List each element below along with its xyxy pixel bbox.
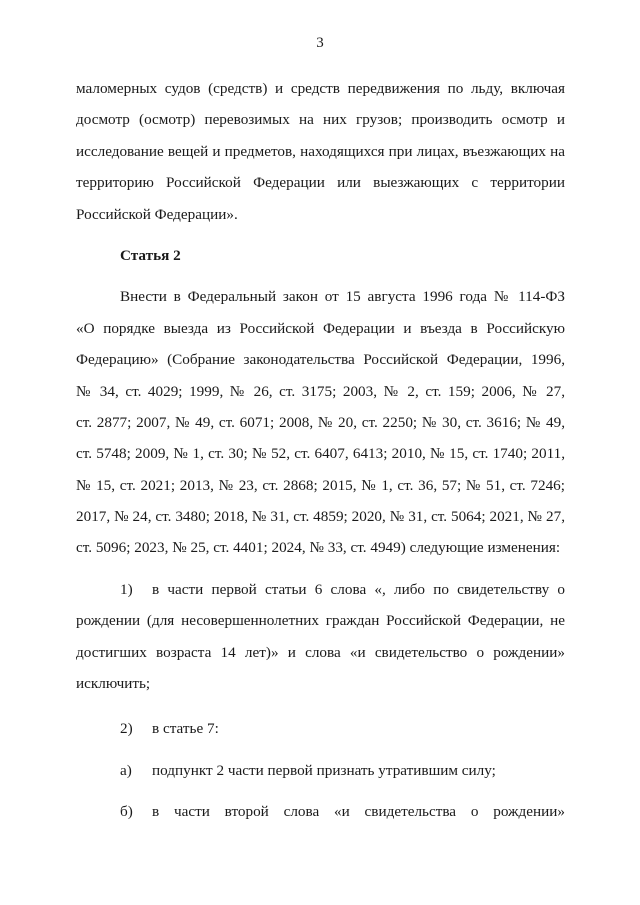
text-line: Внести в Федеральный закон от 15 августа 1996 года № 114-ФЗ: [120, 288, 565, 306]
article-paragraph: [76, 281, 565, 564]
document-body: [76, 73, 565, 828]
text-line: Федерацию» (Собрание законодательства Российской Федерации, 1996,: [76, 351, 565, 369]
text-line: Российской Федерации».: [76, 205, 238, 223]
list-marker: 2): [120, 720, 133, 738]
list-item-text: подпункт 2 части первой признать утратившим силу;: [152, 761, 496, 779]
text-line: рождении (для несовершеннолетних граждан Российской Федерации, не: [76, 612, 565, 630]
text-line: № 15, ст. 2021; 2013, № 23, ст. 2868; 2015, № 1, ст. 36, 57; № 51, ст. 7246;: [76, 476, 565, 494]
article-heading: Статья 2: [120, 246, 181, 264]
text-line: досмотр (осмотр) перевозимых на них грузов; производить осмотр и: [76, 111, 565, 129]
list-item-b: [76, 796, 565, 827]
text-line: 2017, № 24, ст. 3480; 2018, № 31, ст. 4859; 2020, № 31, ст. 5064; 2021, № 27,: [76, 508, 565, 526]
list-item-first-line: [76, 574, 565, 605]
continuation-paragraph: [76, 73, 565, 230]
list-marker: б): [120, 803, 133, 821]
text-line: исключить;: [76, 675, 151, 693]
list-item-text: в части второй слова «и свидетельства о рождении»: [152, 803, 565, 821]
text-line: исследование вещей и предметов, находящихся при лицах, въезжающих на: [76, 142, 565, 160]
list-item-text: в части первой статьи 6 слова «, либо по свидетельству о: [152, 580, 565, 598]
list-marker: 1): [120, 580, 133, 598]
list-marker: а): [120, 761, 132, 779]
list-item-a: [76, 755, 565, 786]
text-line: ст. 2877; 2007, № 49, ст. 6071; 2008, № 20, ст. 2250; № 30, ст. 3616; № 49,: [76, 413, 565, 431]
text-line: маломерных судов (средств) и средств передвижения по льду, включая: [76, 80, 565, 97]
list-item-1: [76, 574, 565, 700]
text-line: достигших возраста 14 лет)» и слова «и свидетельство о рождении»: [76, 643, 565, 661]
list-item-2: [76, 713, 565, 744]
text-line: территорию Российской Федерации или выезжающих с территории: [76, 174, 565, 192]
text-line: ст. 5748; 2009, № 1, ст. 30; № 52, ст. 6407, 6413; 2010, № 15, ст. 1740; 2011,: [76, 445, 565, 463]
text-line: ст. 5096; 2023, № 25, ст. 4401; 2024, № 33, ст. 4949) следующие изменения:: [76, 539, 561, 557]
page-number: 3: [316, 35, 324, 51]
text-line: «О порядке выезда из Российской Федерации и въезда в Российскую: [76, 319, 565, 337]
text-line: № 34, ст. 4029; 1999, № 26, ст. 3175; 2003, № 2, ст. 159; 2006, № 27,: [76, 382, 565, 400]
list-item-text: в статье 7:: [152, 720, 219, 738]
